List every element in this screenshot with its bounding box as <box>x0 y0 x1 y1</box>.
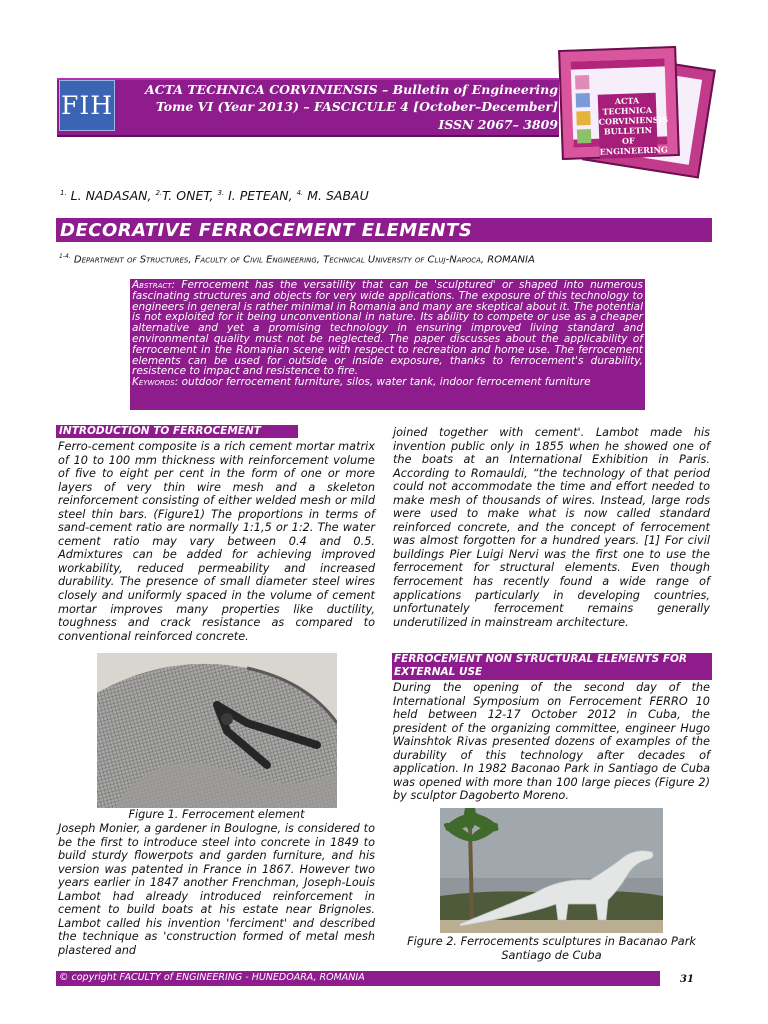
author-name: T. ONET, <box>162 188 214 203</box>
abstract-body: Ferrocement has the versatility that can be 'sculptured' or shaped into numerous fascinating structures and objects for very wide applications. The exposure of this technology to engineers in general is rather minimal in Romania and many are skeptical about it. The potential is not exploited for it being unconventional in nature. Its ability to compete or use as a cheaper alternative and yet a promising technology in ensuring improved living standard and environmental quality must not be neglected. The paper discusses about the applicability of ferrocement in the Romanian scene with respect to recreation and home use. The ferrocement elements can be used for outside or inside exposure, thanks to ferrocement's durability, resistence to impact and resistence to fire. <box>132 279 644 378</box>
author-name: L. NADASAN, <box>70 188 152 203</box>
author-name: M. SABAU <box>307 188 369 203</box>
journal-name: ACTA TECHNICA CORVINIENSIS – Bulletin of Engineering <box>145 82 558 97</box>
ferrocement-mesh-photo <box>97 653 337 808</box>
author-list <box>60 188 369 203</box>
abstract-label: Abstract: <box>132 279 176 291</box>
copyright-notice: © copyright FACULTY of ENGINEERING - HUNEDOARA, ROMANIA <box>59 972 365 983</box>
page-number: 31 <box>680 974 694 985</box>
section-heading-introduction: INTRODUCTION TO FERROCEMENT <box>56 425 298 438</box>
keywords: outdoor ferrocement furniture, silos, water tank, indoor ferrocement furniture <box>181 376 591 389</box>
paragraph: Ferro-cement composite is a rich cement mortar matrix of 10 to 100 mm thickness with reinforcement volume of five to eight per cent in the form of one or more layers of very thin wire mesh and a skeleton reinforcement consisting of either welded mesh or mild steel thin bars. (Figure1) The proportions in terms of sand-cement ratio are normally 1:1,5 or 1:2. The water cement ratio may vary between 0.4 and 0.5. Admixtures can be added for achieving improved workability, reduced permeability and increased durability. The presence of small diameter steel wires closely and uniformly spaced in the volume of cement mortar improves many properties like ductility, toughness and crack resistance as compared to conventional reinforced concrete. <box>58 440 375 643</box>
paragraph: joined together with cement'. Lambot made his invention public only in 1855 when he showed one of the boats at an International Exhibition in Paris. According to Romauldi, “the technology of that period could not accommodate the time and effort needed to make mesh of thousands of wires. Instead, large rods were used to make what is now called standard reinforced concrete, and the concept of ferrocement was almost forgotten for a hundred years. [1] For civil buildings Pier Luigi Nervi was the first one to use the ferrocement for structural elements. Even though ferrocement has recently found a wide range of applications particularly in developing countries, unfortunately ferrocement remains generally underutilized in mainstream architecture. <box>393 426 710 629</box>
author-index: 2. <box>155 188 163 197</box>
figure-2-image <box>440 808 663 933</box>
author-index: 3. <box>217 188 225 197</box>
journal-cover-image <box>558 46 680 160</box>
dinosaur-sculpture-photo <box>440 808 663 933</box>
paragraph: Joseph Monier, a gardener in Boulogne, is considered to be the first to introduce steel into concrete in 1849 to build sturdy flowerpots and garden furniture, and his version was patented in France in 1867. However two years earlier in 1847 another Frenchman, Joseph-Louis Lambot had already introduced reinforcement in cement to build boats at his estate near Brignoles. Lambot called his invention 'ferciment' and described the technique as 'construction formed of metal mesh plastered and <box>58 822 375 957</box>
figure-1-caption: Figure 1. Ferrocement element <box>128 808 305 821</box>
author-index: 1. <box>60 188 67 197</box>
affiliation-index: 1-4. <box>59 253 71 260</box>
affiliation <box>59 253 535 265</box>
affiliation-text: Department of Structures, Faculty of Civil Engineering, Technical University of Cluj-Napoca, ROMANIA <box>73 254 535 266</box>
journal-volume: Tome VI (Year 2013) – FASCICULE 4 [October–December] <box>155 99 558 114</box>
author-index: 4. <box>296 188 304 197</box>
cover-title: ACTA TECHNICA CORVINIENSIS BULLETIN OF ENGINEERING <box>598 93 658 159</box>
figure-1-image <box>97 653 337 808</box>
faculty-logo <box>59 80 115 131</box>
paragraph: During the opening of the second day of the International Symposium on Ferrocement FERRO 10 held between 12-17 October 2012 in Cuba, the president of the organizing committee, engineer Hugo Wainshtok Rivas presented dozens of examples of the durability of this technology after decades of application. In 1982 Baconao Park in Santiago de Cuba was opened with more than 100 large pieces (Figure 2) by sculptor Dagoberto Moreno. <box>393 681 710 803</box>
journal-issn: ISSN 2067– 3809 <box>438 117 558 132</box>
abstract <box>132 280 643 388</box>
figure-2-caption: Figure 2. Ferrocements sculptures in Bacanao Park Santiago de Cuba <box>407 935 696 962</box>
paper-title: DECORATIVE FERROCEMENT ELEMENTS <box>60 220 473 241</box>
section-heading-external-use: FERROCEMENT NON STRUCTURAL ELEMENTS FOR EXTERNAL USE <box>392 653 712 680</box>
faculty-logo-text: FIH <box>60 91 114 120</box>
author-name: I. PETEAN, <box>228 188 293 203</box>
keywords-label: Keywords: <box>132 376 179 389</box>
